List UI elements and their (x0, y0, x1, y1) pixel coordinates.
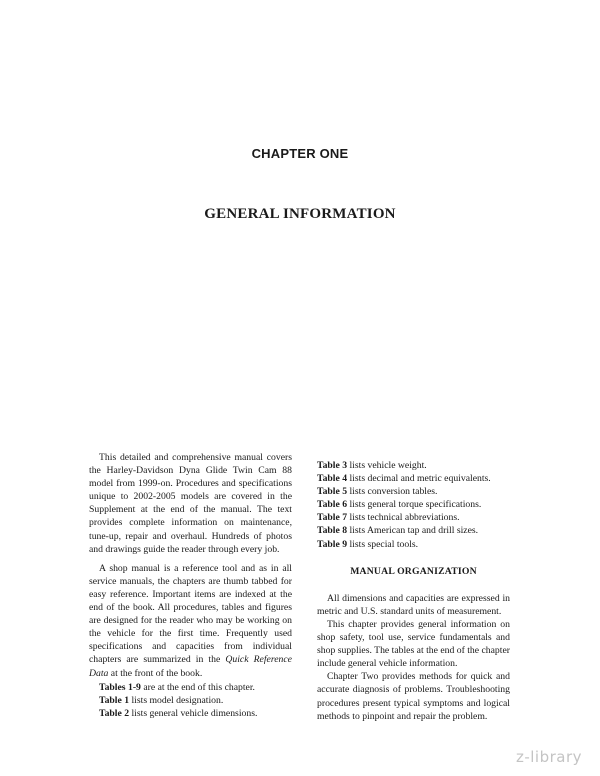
shop-manual-paragraph (89, 562, 292, 680)
table-ref: Table 1 (99, 694, 130, 706)
table-ref: Table 8 (317, 525, 348, 537)
table-desc: lists American tap and drill sizes. (347, 525, 479, 537)
table-ref: Table 4 (317, 473, 348, 485)
table-line (89, 694, 292, 707)
chapter-label: CHAPTER ONE (251, 146, 349, 161)
body-paragraph: Chapter Two provides methods for quick and accurate diagnosis of problems. Troubleshooting procedures present typical symptoms and logical methods to pinpoint and repair the problem. (317, 671, 510, 722)
table-ref: Table 3 (317, 460, 348, 471)
shop-manual-text-before: A shop manual is a reference tool and as in all service manuals, the chapters are thumb tabbed for easy reference. Important items are indexed at the end of the book. All procedures, tables and figures are designed for the reader who may be working on the vehicle for the first time. Frequently used specifications and capacities from individual chapters are summarized in the (89, 562, 292, 666)
table-ref: Table 7 (317, 512, 348, 524)
table-ref: Table 5 (317, 486, 348, 498)
table-desc: lists model designation. (129, 694, 224, 706)
chapter-title: GENERAL INFORMATION (204, 206, 396, 222)
shop-manual-text-after: at the front of the book. (108, 667, 203, 679)
table-line (317, 485, 510, 498)
table-line (317, 511, 510, 524)
table-desc: lists conversion tables. (347, 486, 438, 498)
quick-reference-title: Quick Reference Data (89, 654, 292, 679)
table-ref: Table 2 (99, 707, 130, 719)
table-desc: lists decimal and metric equivalents. (347, 473, 491, 485)
table-desc: lists general torque specifications. (347, 499, 482, 511)
table-line (317, 538, 510, 551)
table-line (317, 472, 510, 485)
table-line (317, 524, 510, 537)
body-paragraph: All dimensions and capacities are expressed in metric and U.S. standard units of measurement. (317, 592, 510, 617)
left-column (89, 451, 292, 720)
table-ref: Table 9 (317, 538, 348, 550)
watermark: z-library (515, 748, 582, 766)
table-ref: Table 6 (317, 499, 348, 511)
section-heading: MANUAL ORGANIZATION (350, 565, 477, 577)
table-line (317, 459, 510, 472)
table-line (317, 498, 510, 511)
table-line (89, 707, 292, 720)
table-line (89, 681, 292, 694)
intro-paragraph: This detailed and comprehensive manual covers the Harley-Davidson Dyna Glide Twin Cam 88 model from 1999-on. Procedures and specifications unique to 2002-2005 models are covered in the Supplement at the end of the manual. The text provides complete information on maintenance, tune-up, repair and overhaul. Hundreds of photos and drawings guide the reader through every job. (89, 452, 292, 555)
body-paragraph: This chapter provides general information on shop safety, tool use, service fundamentals and shop supplies. The tables at the end of the chapter include general vehicle information. (317, 618, 510, 670)
table-desc: lists technical abbreviations. (347, 512, 460, 524)
table-desc: lists general vehicle dimensions. (129, 707, 258, 719)
right-column (317, 459, 510, 723)
table-ref: Tables 1-9 (99, 681, 141, 693)
table-desc: lists special tools. (347, 538, 419, 550)
table-desc: lists vehicle weight. (347, 460, 427, 471)
table-desc: are at the end of this chapter. (140, 681, 255, 693)
